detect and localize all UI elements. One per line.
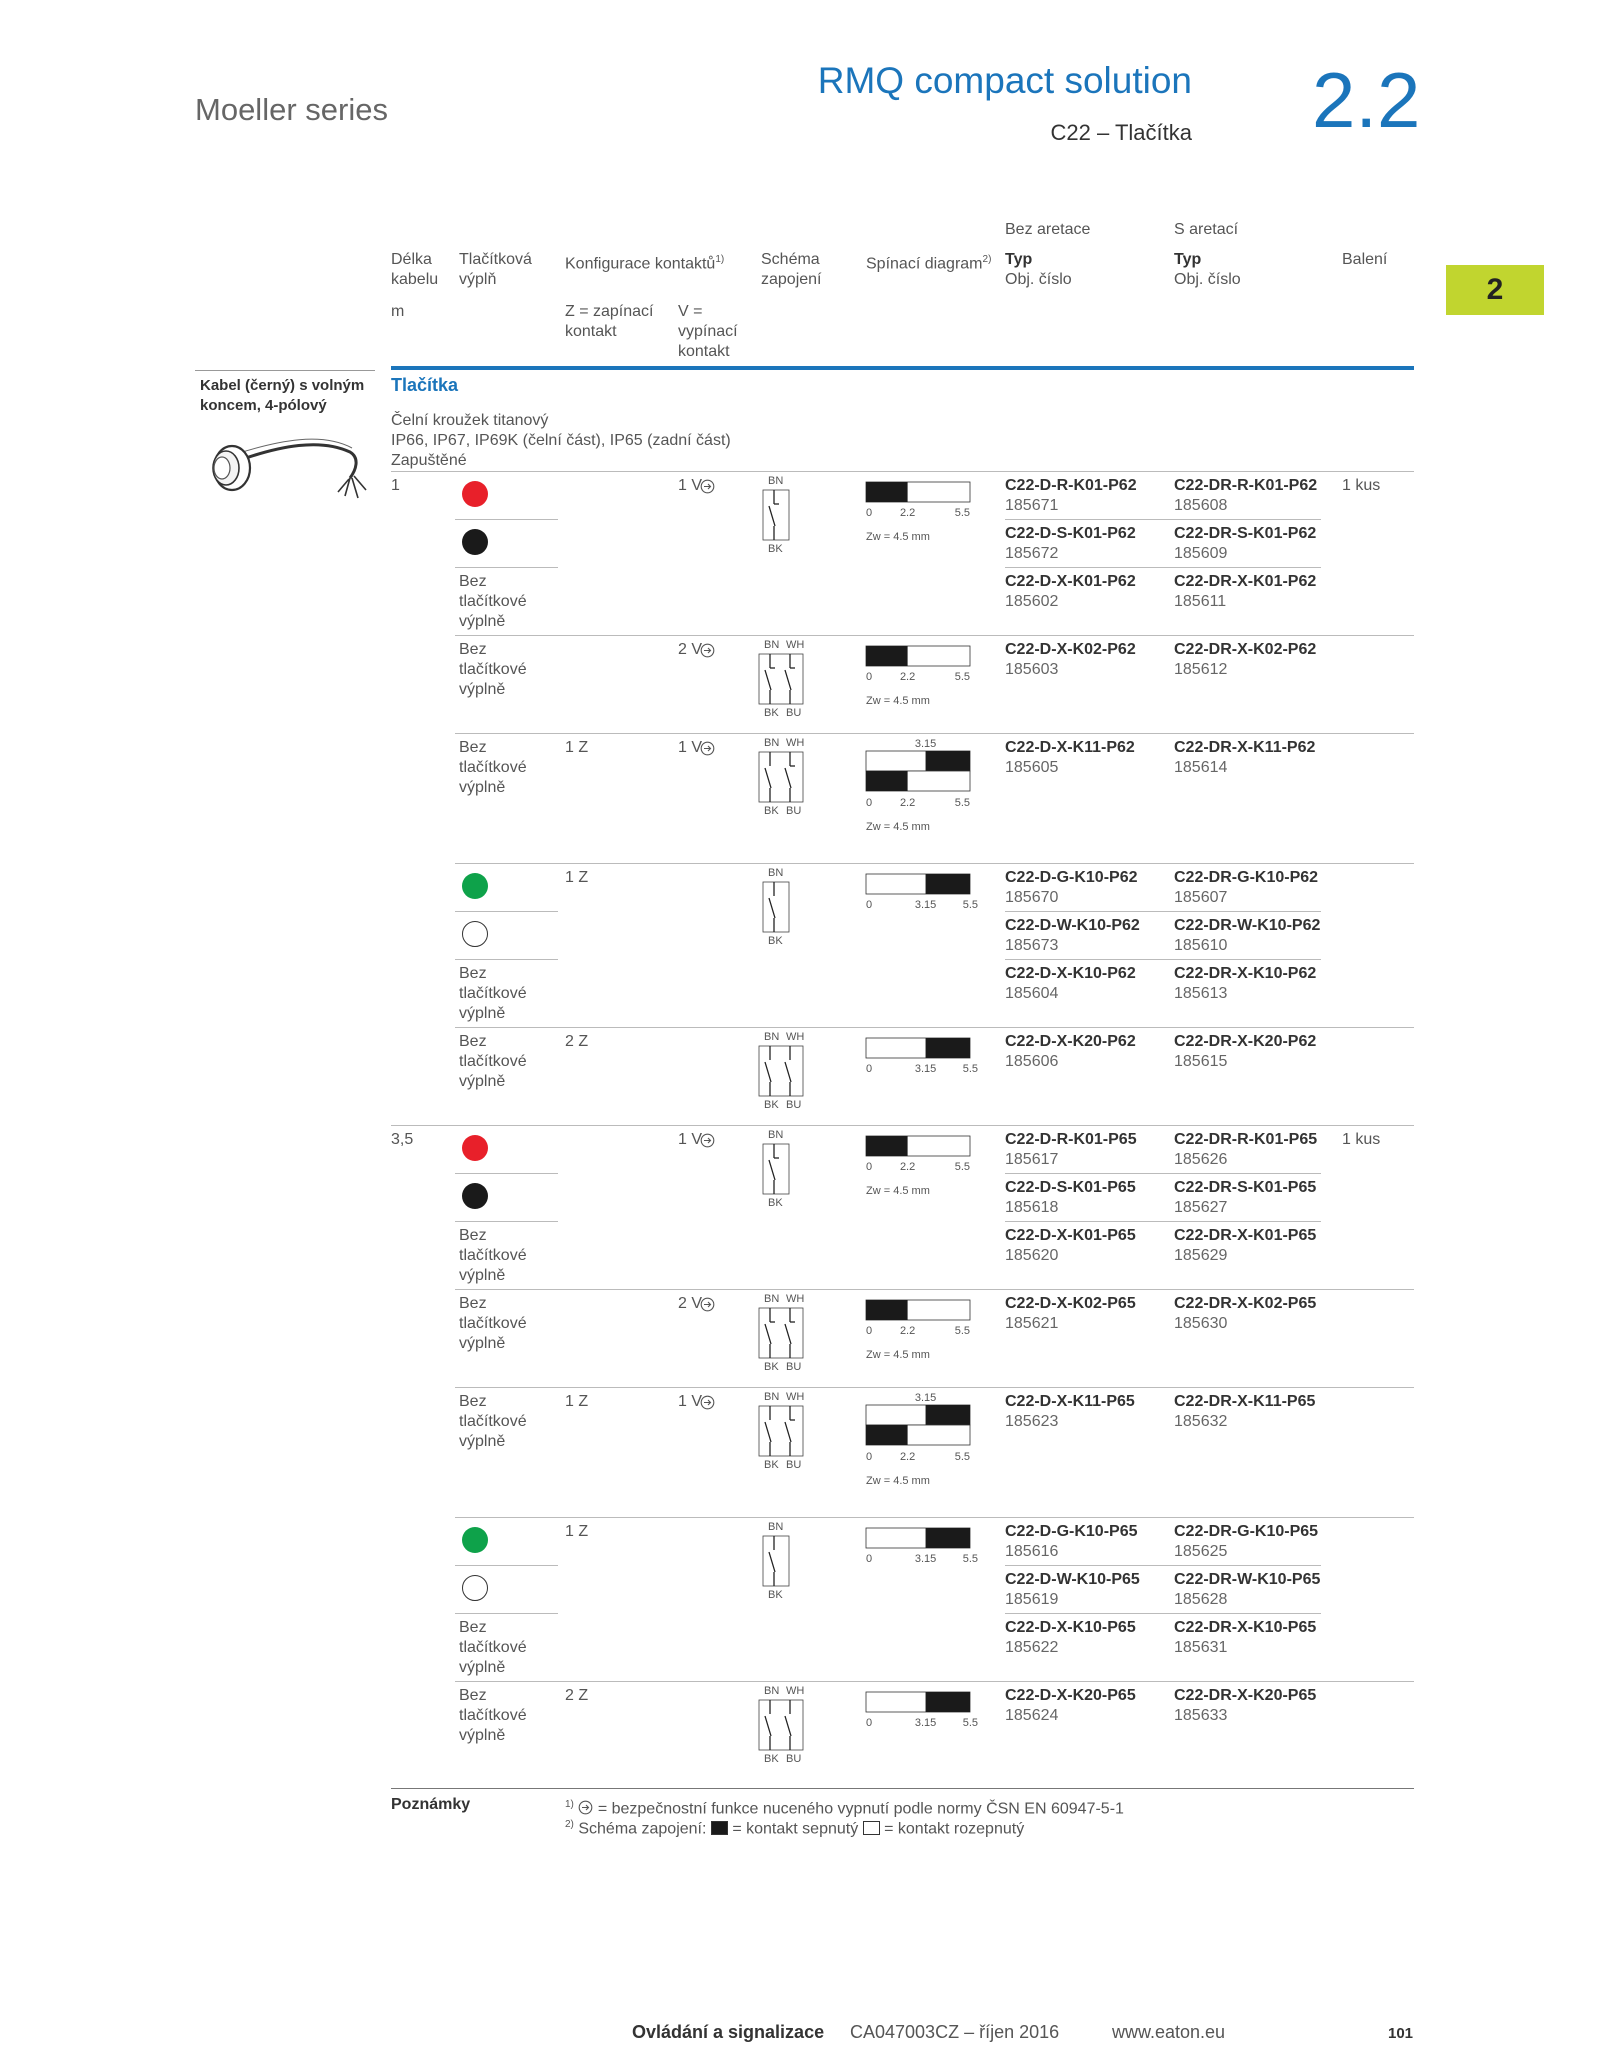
no-insert-label: Bez tlačítkové výplně [459, 965, 527, 1022]
header-cable-length: Délka kabelu [391, 251, 439, 288]
page-number: 101 [1388, 2025, 1414, 2042]
footer-catalog: CA047003CZ – říjen 2016 [850, 2022, 1060, 2042]
diagram-label: Zw = 4.5 mm [866, 1185, 930, 1197]
order-number: 185673 [1005, 937, 1059, 954]
diagram-label: 2.2 [899, 1161, 916, 1173]
type-code: C22-DR-S-K01-P65 [1174, 1179, 1317, 1196]
order-number: 185629 [1174, 1247, 1228, 1264]
header-switching: Spínací diagram$^{2)}$ [866, 254, 992, 273]
order-number: 185621 [1005, 1315, 1059, 1332]
row-separator [455, 863, 1414, 864]
header-group-latch: S aretací [1174, 221, 1239, 238]
config-v: 1 V [678, 1131, 703, 1148]
config-v: 2 V [678, 641, 703, 658]
order-number: 185605 [1005, 759, 1059, 776]
row-separator [455, 1681, 1414, 1682]
type-code: C22-D-S-K01-P62 [1005, 525, 1136, 542]
insert-green-dot [462, 873, 488, 899]
insert-separator [455, 1613, 558, 1614]
order-number: 185610 [1174, 937, 1228, 954]
diagram-label: 2.2 [899, 1451, 916, 1463]
diagram-label: BN [764, 1293, 780, 1305]
footer-url[interactable]: www.eaton.eu [1112, 2022, 1226, 2042]
positive-opening-icon [700, 479, 715, 494]
no-insert-label: Bez tlačítkové výplně [459, 1295, 527, 1352]
positive-opening-icon [700, 741, 715, 756]
order-number: 185631 [1174, 1639, 1228, 1656]
diagram-label: BN [768, 867, 784, 879]
diagram-label: 5.5 [954, 671, 970, 683]
diagram-label: BK [764, 805, 779, 817]
insert-separator [455, 1173, 558, 1174]
diagram-label: 0 [866, 1161, 873, 1173]
diagram-label: 5.5 [962, 1553, 978, 1565]
type-code: C22-DR-X-K10-P65 [1174, 1619, 1317, 1636]
type-code: C22-DR-X-K11-P62 [1174, 739, 1316, 756]
diagram-label: 0 [866, 1063, 873, 1075]
order-number: 185618 [1005, 1199, 1059, 1216]
type-code: C22-DR-G-K10-P65 [1174, 1523, 1319, 1540]
diagram-label: 2.2 [899, 507, 916, 519]
diagram-label: BN [764, 639, 780, 651]
order-number: 185630 [1174, 1315, 1228, 1332]
no-insert-label: Bez tlačítkové výplně [459, 641, 527, 698]
diagram-label: 5.5 [962, 1717, 978, 1729]
order-number: 185607 [1174, 889, 1228, 906]
cable-length-value: 1 [391, 477, 400, 494]
diagram-label: 0 [866, 797, 873, 809]
no-insert-label: Bez tlačítkové výplně [459, 1393, 527, 1450]
config-z: 1 Z [565, 1393, 589, 1410]
type-code: C22-D-X-K11-P62 [1005, 739, 1135, 756]
no-insert-label: Bez tlačítkové výplně [459, 1033, 527, 1090]
row-separator [455, 733, 1414, 734]
diagram-label: WH [786, 737, 805, 749]
diagram-label: 3.15 [914, 1063, 937, 1075]
order-number: 185632 [1174, 1413, 1228, 1430]
insert-white-dot [462, 921, 488, 947]
diagram-label: 3.15 [914, 1392, 937, 1404]
section-title: Tlačítka [391, 375, 459, 395]
switching-diagram [866, 1390, 986, 1500]
order-number: 185619 [1005, 1591, 1059, 1608]
order-number: 185602 [1005, 593, 1059, 610]
type-code: C22-DR-S-K01-P62 [1174, 525, 1317, 542]
pack-value: 1 kus [1342, 1131, 1381, 1148]
insert-green-dot [462, 1527, 488, 1553]
order-number: 185614 [1174, 759, 1228, 776]
type-code: C22-D-X-K20-P62 [1005, 1033, 1136, 1050]
type-code: C22-D-X-K11-P65 [1005, 1393, 1135, 1410]
diagram-label: BK [768, 1197, 783, 1209]
section-number: 2.2 [1312, 56, 1421, 144]
switching-diagram [866, 874, 986, 984]
pack-value: 1 kus [1342, 477, 1381, 494]
diagram-label: BU [786, 1459, 802, 1471]
type-separator [1005, 1221, 1321, 1222]
type-code: C22-D-G-K10-P65 [1005, 1523, 1138, 1540]
insert-separator [455, 567, 558, 568]
wiring-schematic [758, 738, 804, 816]
config-v: 1 V [678, 739, 703, 756]
diagram-label: 0 [866, 1717, 873, 1729]
wiring-schematic [758, 1294, 804, 1372]
no-insert-label: Bez tlačítkové výplně [459, 1687, 527, 1744]
order-number: 185615 [1174, 1053, 1228, 1070]
order-number: 185603 [1005, 661, 1059, 678]
type-code: C22-D-X-K01-P62 [1005, 573, 1136, 590]
diagram-label: BN [764, 737, 780, 749]
wiring-schematic [758, 1392, 804, 1470]
insert-red-dot [462, 1135, 488, 1161]
note-2: $^{2)}$ Schéma zapojení: = kontakt sepnutý = kontakt rozepnutý [565, 1819, 1025, 1838]
type-code: C22-DR-X-K10-P62 [1174, 965, 1317, 982]
order-number: 185616 [1005, 1543, 1059, 1560]
header-rule [391, 366, 1414, 370]
page-subtitle: C22 – Tlačítka [1050, 120, 1192, 145]
diagram-label: BU [786, 707, 802, 719]
type-code: C22-DR-G-K10-P62 [1174, 869, 1319, 886]
switching-diagram [866, 482, 986, 592]
series-name: Moeller series [195, 92, 388, 127]
diagram-label: 3.15 [914, 899, 937, 911]
insert-separator [455, 519, 558, 520]
order-number: 185633 [1174, 1707, 1228, 1724]
type-code: C22-DR-W-K10-P65 [1174, 1571, 1321, 1588]
diagram-label: BK [764, 1361, 779, 1373]
diagram-label: 5.5 [954, 507, 970, 519]
insert-red-dot [462, 481, 488, 507]
order-number: 185613 [1174, 985, 1228, 1002]
diagram-label: WH [786, 1685, 805, 1697]
notes-label: Poznámky [391, 1796, 471, 1813]
cable-length-value: 3,5 [391, 1131, 414, 1148]
diagram-label: 3.15 [914, 1553, 937, 1565]
positive-opening-icon [578, 1800, 593, 1815]
diagram-label: 2.2 [899, 671, 916, 683]
type-code: C22-DR-R-K01-P62 [1174, 477, 1318, 494]
type-separator [1005, 1613, 1321, 1614]
header-z-legend: Z = zapínací kontakt [565, 303, 654, 340]
config-v: 1 V [678, 477, 703, 494]
footer-section: Ovládání a signalizace [632, 2022, 825, 2042]
diagram-label: 3.15 [914, 738, 937, 750]
diagram-label: WH [786, 1391, 805, 1403]
row-separator [455, 1289, 1414, 1290]
insert-white-dot [462, 1575, 488, 1601]
diagram-label: BK [768, 543, 783, 555]
switching-diagram [866, 1528, 986, 1638]
diagram-label: Zw = 4.5 mm [866, 1475, 930, 1487]
row-separator [455, 1517, 1414, 1518]
diagram-label: 3.15 [914, 1717, 937, 1729]
order-number: 185626 [1174, 1151, 1228, 1168]
chapter-tab: 2 [1446, 265, 1544, 315]
config-z: 1 Z [565, 869, 589, 886]
row-separator [455, 1027, 1414, 1028]
no-insert-label: Bez tlačítkové výplně [459, 1227, 527, 1284]
order-number: 185622 [1005, 1639, 1059, 1656]
switching-diagram [866, 736, 986, 846]
insert-separator [455, 1221, 558, 1222]
diagram-label: BK [764, 1459, 779, 1471]
diagram-label: 0 [866, 507, 873, 519]
header-cable-unit: m [391, 303, 405, 320]
positive-opening-icon [700, 1297, 715, 1312]
config-z: 1 Z [565, 1523, 589, 1540]
diagram-label: BK [764, 1099, 779, 1111]
header-typ-obj-2: Typ Obj. číslo [1174, 251, 1241, 288]
type-code: C22-DR-X-K20-P62 [1174, 1033, 1317, 1050]
type-code: C22-D-X-K10-P62 [1005, 965, 1136, 982]
type-code: C22-DR-W-K10-P62 [1174, 917, 1321, 934]
wiring-schematic [758, 1032, 804, 1110]
diagram-label: BN [764, 1031, 780, 1043]
type-separator [1005, 959, 1321, 960]
type-code: C22-D-G-K10-P62 [1005, 869, 1138, 886]
switching-diagram [866, 1038, 986, 1148]
type-code: C22-D-W-K10-P62 [1005, 917, 1140, 934]
header-typ-obj-1: Typ Obj. číslo [1005, 251, 1072, 288]
type-code: C22-DR-X-K01-P62 [1174, 573, 1317, 590]
type-separator [1005, 1173, 1321, 1174]
no-insert-label: Bez tlačítkové výplně [459, 573, 527, 630]
order-number: 185617 [1005, 1151, 1059, 1168]
order-number: 185627 [1174, 1199, 1228, 1216]
note-1: $^{1)}$ = bezpečnostní funkce nuceného vypnutí podle normy ČSN EN 60947-5-1 [565, 1799, 1124, 1818]
type-code: C22-D-R-K01-P62 [1005, 477, 1137, 494]
diagram-label: WH [786, 1031, 805, 1043]
order-number: 185611 [1174, 593, 1227, 610]
diagram-label: Zw = 4.5 mm [866, 695, 930, 707]
diagram-label: BK [768, 1589, 783, 1601]
header-v-legend: V = vypínací kontakt [678, 303, 738, 360]
diagram-label: 5.5 [962, 1063, 978, 1075]
diagram-label: Zw = 4.5 mm [866, 531, 930, 543]
diagram-label: Zw = 4.5 mm [866, 1349, 930, 1361]
header-contact-config: Konfigurace kontaktů$^{1)}$ [565, 254, 725, 273]
diagram-label: BK [764, 1753, 779, 1765]
diagram-label: 5.5 [954, 1161, 970, 1173]
order-number: 185620 [1005, 1247, 1059, 1264]
diagram-label: BN [768, 475, 784, 487]
diagram-label: BK [768, 935, 783, 947]
type-code: C22-DR-X-K02-P62 [1174, 641, 1317, 658]
config-z: 1 Z [565, 739, 589, 756]
diagram-label: BU [786, 1361, 802, 1373]
header-group-no-latch: Bez aretace [1005, 221, 1091, 238]
insert-separator [455, 1565, 558, 1566]
insert-black-dot [462, 529, 488, 555]
type-separator [1005, 911, 1321, 912]
diagram-label: 0 [866, 899, 873, 911]
contact-open-icon [863, 1821, 880, 1835]
no-insert-label: Bez tlačítkové výplně [459, 739, 527, 796]
header-button-insert: Tlačítková výplň [459, 251, 532, 288]
wiring-schematic [758, 1686, 804, 1764]
diagram-label: 2.2 [899, 797, 916, 809]
config-z: 2 Z [565, 1687, 589, 1704]
type-code: C22-D-X-K20-P65 [1005, 1687, 1136, 1704]
insert-black-dot [462, 1183, 488, 1209]
section-description: Čelní kroužek titanový IP66, IP67, IP69K (čelní část), IP65 (zadní část) Zapuštěné [391, 412, 731, 469]
order-number: 185670 [1005, 889, 1059, 906]
header-pack: Balení [1342, 251, 1388, 268]
type-separator [1005, 519, 1321, 520]
diagram-label: BK [764, 707, 779, 719]
config-z: 2 Z [565, 1033, 589, 1050]
type-code: C22-D-W-K10-P65 [1005, 1571, 1140, 1588]
order-number: 185606 [1005, 1053, 1059, 1070]
product-side-label: Kabel (černý) s volným koncem, 4-pólový [200, 377, 365, 414]
wiring-schematic [762, 476, 790, 554]
type-code: C22-DR-X-K02-P65 [1174, 1295, 1317, 1312]
cable-button-image [200, 418, 372, 502]
diagram-label: BN [768, 1521, 784, 1533]
diagram-label: 0 [866, 1451, 873, 1463]
type-code: C22-D-R-K01-P65 [1005, 1131, 1137, 1148]
type-code: C22-DR-X-K11-P65 [1174, 1393, 1316, 1410]
diagram-label: 0 [866, 1553, 873, 1565]
order-number: 185609 [1174, 545, 1228, 562]
diagram-label: BN [764, 1391, 780, 1403]
contact-closed-icon [711, 1821, 728, 1835]
diagram-label: 5.5 [954, 797, 970, 809]
diagram-label: BN [768, 1129, 784, 1141]
type-code: C22-D-X-K10-P65 [1005, 1619, 1136, 1636]
diagram-label: WH [786, 1293, 805, 1305]
diagram-label: BN [764, 1685, 780, 1697]
type-code: C22-DR-X-K01-P65 [1174, 1227, 1317, 1244]
positive-opening-icon [700, 643, 715, 658]
no-insert-label: Bez tlačítkové výplně [459, 1619, 527, 1676]
order-number: 185625 [1174, 1543, 1228, 1560]
order-number: 185671 [1005, 497, 1059, 514]
switching-diagram [866, 1692, 986, 1802]
config-v: 2 V [678, 1295, 703, 1312]
order-number: 185604 [1005, 985, 1059, 1002]
type-separator [1005, 567, 1321, 568]
side-rule [195, 370, 375, 371]
type-code: C22-D-X-K01-P65 [1005, 1227, 1136, 1244]
notes-rule [391, 1788, 1414, 1789]
diagram-label: 5.5 [954, 1451, 970, 1463]
diagram-label: 5.5 [962, 899, 978, 911]
diagram-label: BU [786, 1099, 802, 1111]
order-number: 185628 [1174, 1591, 1228, 1608]
wiring-schematic [762, 1522, 790, 1600]
insert-separator [455, 911, 558, 912]
diagram-label: 0 [866, 671, 873, 683]
switching-diagram [866, 1136, 986, 1246]
diagram-label: 0 [866, 1325, 873, 1337]
block-separator [391, 471, 1414, 472]
positive-opening-icon [700, 1395, 715, 1410]
order-number: 185612 [1174, 661, 1228, 678]
diagram-label: BU [786, 805, 802, 817]
positive-opening-icon [700, 1133, 715, 1148]
order-number: 185672 [1005, 545, 1059, 562]
type-code: C22-D-X-K02-P62 [1005, 641, 1136, 658]
type-code: C22-DR-R-K01-P65 [1174, 1131, 1318, 1148]
page-title: RMQ compact solution [817, 60, 1192, 101]
header-wiring: Schéma zapojení [761, 251, 822, 288]
row-separator [455, 635, 1414, 636]
type-separator [1005, 1565, 1321, 1566]
config-v: 1 V [678, 1393, 703, 1410]
type-code: C22-DR-X-K20-P65 [1174, 1687, 1317, 1704]
diagram-label: BU [786, 1753, 802, 1765]
wiring-schematic [762, 1130, 790, 1208]
type-code: C22-D-X-K02-P65 [1005, 1295, 1136, 1312]
diagram-label: 2.2 [899, 1325, 916, 1337]
wiring-schematic [758, 640, 804, 718]
order-number: 185608 [1174, 497, 1228, 514]
diagram-label: Zw = 4.5 mm [866, 821, 930, 833]
type-code: C22-D-S-K01-P65 [1005, 1179, 1136, 1196]
order-number: 185624 [1005, 1707, 1059, 1724]
diagram-label: 5.5 [954, 1325, 970, 1337]
block-separator [391, 1125, 1414, 1126]
row-separator [455, 1387, 1414, 1388]
wiring-schematic [762, 868, 790, 946]
diagram-label: WH [786, 639, 805, 651]
insert-separator [455, 959, 558, 960]
order-number: 185623 [1005, 1413, 1059, 1430]
